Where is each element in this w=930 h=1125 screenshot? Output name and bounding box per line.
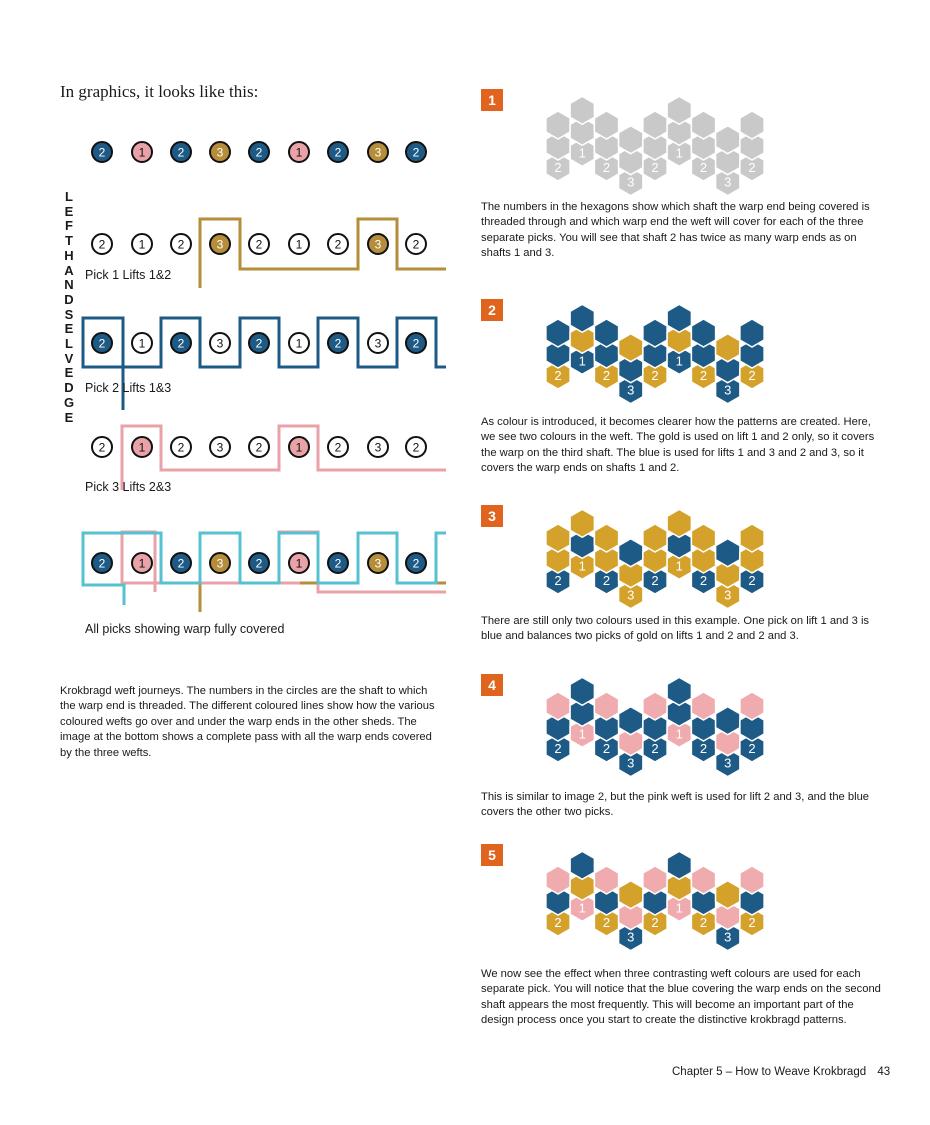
hex-shaft-label: 2 (554, 368, 562, 383)
hex-cell (546, 866, 570, 894)
hex-shaft-label: 2 (748, 915, 756, 930)
pick2-row-warp-circle (368, 333, 388, 353)
pick2-label: Pick 2 Lifts 1&3 (85, 381, 172, 395)
panel4-hexagons (530, 668, 820, 778)
hex-cell (643, 866, 667, 894)
hex-cell (546, 111, 570, 139)
hex-shaft-label: 1 (578, 726, 586, 742)
hex-cell (667, 677, 691, 705)
hex-cell (691, 111, 715, 139)
hex-shaft-label: 3 (724, 929, 732, 945)
svg-text:2: 2 (412, 145, 420, 160)
pick1-row-warp-circle (132, 234, 152, 254)
svg-text:3: 3 (374, 556, 382, 571)
pick3-row-warp-circle (406, 437, 426, 457)
hex-shaft-label: 2 (651, 160, 659, 175)
hex-cell (643, 111, 667, 139)
hex-shaft-label: 2 (748, 160, 756, 175)
hex-shaft-label: 3 (724, 174, 732, 190)
hex-shaft-label: 1 (578, 558, 586, 574)
hex-cell (546, 692, 570, 720)
hex-cell (570, 851, 594, 879)
svg-text:2: 2 (334, 440, 342, 455)
hex-shaft-label: 2 (699, 915, 708, 930)
hex-shaft-label: 1 (675, 558, 683, 574)
pick2-row-warp-circle (132, 333, 152, 353)
pick1-weft-line (200, 219, 446, 288)
svg-text:3: 3 (216, 336, 224, 351)
svg-text:2: 2 (177, 556, 185, 571)
hex-cell (691, 524, 715, 552)
hex-shaft-label: 3 (724, 587, 732, 603)
hex-shaft-label: 2 (602, 573, 611, 588)
page-heading: In graphics, it looks like this: (60, 82, 259, 101)
svg-text:2: 2 (334, 556, 342, 571)
pick1-row-warp-circle (92, 234, 112, 254)
hex-cell (570, 509, 594, 537)
hex-shaft-label: 3 (724, 755, 732, 771)
hex-shaft-label: 1 (675, 145, 683, 161)
svg-text:2: 2 (98, 336, 106, 351)
hex-cell (594, 111, 618, 139)
hex-shaft-label: 1 (578, 145, 586, 161)
svg-text:3: 3 (216, 237, 224, 252)
hex-shaft-label: 1 (675, 726, 683, 742)
pick3-row-warp-circle (92, 437, 112, 457)
hex-shaft-label: 1 (578, 353, 586, 369)
hex-shaft-label: 2 (699, 573, 708, 588)
top-row-warp-circle (92, 142, 112, 162)
hex-shaft-label: 2 (602, 741, 611, 756)
pick3-row-warp-circle (289, 437, 309, 457)
hex-shaft-label: 3 (627, 929, 635, 945)
all-picks-row-warp-circle (249, 553, 269, 573)
svg-text:2: 2 (177, 145, 185, 160)
svg-text:1: 1 (295, 336, 303, 351)
hex-cell (740, 692, 764, 720)
all-picks-label: All picks showing warp fully covered (85, 622, 285, 636)
pick1-label: Pick 1 Lifts 1&2 (85, 268, 172, 282)
svg-text:3: 3 (374, 336, 382, 351)
pick1-row-warp-circle (368, 234, 388, 254)
hex-shaft-label: 2 (602, 368, 611, 383)
panel2-hexagons (530, 295, 820, 405)
weft-journey-diagram (0, 120, 460, 640)
svg-text:2: 2 (334, 336, 342, 351)
pick2-row-warp-circle (406, 333, 426, 353)
hex-cell (667, 96, 691, 124)
left-caption: Krokbragd weft journeys. The numbers in the circles are the shaft to which the warp end is threaded. The different coloured lines show how the various coloured wefts go over and under the warp ends in the other sheds. The image at the bottom shows a complete pass with all the warp ends covered by the three wefts. (60, 685, 435, 759)
top-row-warp-circle (328, 142, 348, 162)
svg-text:2: 2 (98, 145, 106, 160)
hex-cell (594, 866, 618, 894)
panel5-text: We now see the effect when three contrasting weft colours are used for each separate pick. You will notice that the blue covering the warp ends on the second shaft appears the most frequently. This will become an important part of the design process once you start to create the distinctive krokbragd patterns. (481, 968, 881, 1027)
svg-text:2: 2 (334, 237, 342, 252)
panel5-badge: 5 (481, 844, 503, 866)
hex-shaft-label: 3 (627, 755, 635, 771)
svg-text:2: 2 (255, 336, 263, 351)
panel1-badge: 1 (481, 89, 503, 111)
all-gold-weft-line (200, 533, 446, 612)
svg-text:2: 2 (412, 336, 420, 351)
hex-cell (643, 319, 667, 347)
pick2-row-warp-circle (210, 333, 230, 353)
left-hand-selvedge-label: LEFT HAND SELVEDGE (63, 189, 75, 425)
chapter-title: Chapter 5 – How to Weave Krokbragd (672, 1066, 867, 1078)
hex-cell (740, 524, 764, 552)
hex-shaft-label: 3 (627, 174, 635, 190)
hex-cell (740, 866, 764, 894)
svg-text:3: 3 (216, 556, 224, 571)
svg-text:1: 1 (138, 237, 146, 252)
hex-shaft-label: 2 (699, 368, 708, 383)
hex-shaft-label: 2 (602, 915, 611, 930)
svg-text:1: 1 (295, 556, 303, 571)
pick3-row-warp-circle (171, 437, 191, 457)
pick2-row-warp-circle (249, 333, 269, 353)
pick3-label: Pick 3 Lifts 2&3 (85, 480, 172, 494)
hex-shaft-label: 2 (651, 573, 659, 588)
svg-text:2: 2 (177, 237, 185, 252)
hex-cell (691, 866, 715, 894)
hex-shaft-label: 3 (724, 382, 732, 398)
hex-shaft-label: 3 (627, 382, 635, 398)
top-row-warp-circle (210, 142, 230, 162)
pick2-weft-line (83, 318, 446, 410)
panel5-hexagons (530, 842, 820, 952)
hex-shaft-label: 2 (748, 573, 756, 588)
top-row-warp-circle (171, 142, 191, 162)
pick2-row-warp-circle (171, 333, 191, 353)
hex-shaft-label: 3 (627, 587, 635, 603)
svg-text:3: 3 (374, 440, 382, 455)
svg-text:3: 3 (216, 440, 224, 455)
all-picks-row-warp-circle (171, 553, 191, 573)
all-picks-row-warp-circle (210, 553, 230, 573)
svg-text:2: 2 (412, 237, 420, 252)
svg-text:1: 1 (295, 237, 303, 252)
hex-cell (619, 539, 643, 567)
hex-shaft-label: 2 (554, 741, 562, 756)
pick1-row-warp-circle (406, 234, 426, 254)
svg-text:2: 2 (255, 145, 263, 160)
hex-cell (619, 707, 643, 735)
hex-shaft-label: 2 (554, 573, 562, 588)
page-number: 43 (877, 1066, 891, 1078)
hex-shaft-label: 1 (578, 900, 586, 916)
top-row-warp-circle (132, 142, 152, 162)
svg-text:1: 1 (138, 440, 146, 455)
svg-text:1: 1 (138, 556, 146, 571)
hex-shaft-label: 2 (554, 160, 562, 175)
svg-text:2: 2 (98, 440, 106, 455)
panel3-text: There are still only two colours used in this example. One pick on lift 1 and 3 is blue and balances two picks of gold on lifts 1 and 2 and 2 and 3. (481, 615, 870, 643)
all-picks-row-warp-circle (92, 553, 112, 573)
hex-shaft-label: 2 (602, 160, 611, 175)
hex-cell (594, 524, 618, 552)
all-picks-row-warp-circle (368, 553, 388, 573)
panel3-hexagons (530, 500, 820, 610)
svg-text:3: 3 (216, 145, 224, 160)
page-footer (672, 1066, 890, 1078)
top-row-warp-circle (368, 142, 388, 162)
svg-text:1: 1 (138, 145, 146, 160)
top-row-warp-circle (249, 142, 269, 162)
pick3-row-warp-circle (132, 437, 152, 457)
svg-text:1: 1 (295, 145, 303, 160)
svg-text:2: 2 (412, 440, 420, 455)
hex-cell (667, 509, 691, 537)
hex-cell (691, 692, 715, 720)
hex-cell (619, 881, 643, 909)
hex-cell (740, 111, 764, 139)
hex-cell (716, 539, 740, 567)
pick1-row-warp-circle (328, 234, 348, 254)
pick2-row-warp-circle (289, 333, 309, 353)
svg-text:2: 2 (177, 336, 185, 351)
pick2-row-warp-circle (92, 333, 112, 353)
all-picks-row-warp-circle (406, 553, 426, 573)
svg-text:2: 2 (98, 237, 106, 252)
hex-cell (691, 319, 715, 347)
all-picks-row-warp-circle (289, 553, 309, 573)
top-row-warp-circle (406, 142, 426, 162)
hex-shaft-label: 2 (651, 915, 659, 930)
pick2-row-warp-circle (328, 333, 348, 353)
svg-text:2: 2 (255, 440, 263, 455)
hex-cell (619, 126, 643, 154)
panel1-text: The numbers in the hexagons show which shaft the warp end being covered is threaded through and which warp end the weft will cover for each of the three separate picks. You will see that shaft 2 has twice as many warp ends as on shafts 1 and 3. (481, 201, 870, 260)
pick1-row-warp-circle (289, 234, 309, 254)
svg-text:1: 1 (295, 440, 303, 455)
hex-shaft-label: 2 (748, 741, 756, 756)
panel2-text: As colour is introduced, it becomes clearer how the patterns are created. Here, we see two colours in the weft. The gold is used on lift 1 and 2 only, so it covers the warp on the third shaft. The blue is used for lifts 1 and 3 and 2 and 3, so it covers the warp ends on shafts 1 and 2. (481, 416, 875, 475)
panel1-hexagons (530, 87, 820, 197)
hex-cell (716, 334, 740, 362)
hex-cell (716, 881, 740, 909)
hex-shaft-label: 2 (699, 160, 708, 175)
svg-text:1: 1 (138, 336, 146, 351)
top-row-warp-circle (289, 142, 309, 162)
panel4-text: This is similar to image 2, but the pink weft is used for lift 2 and 3, and the blue covers the other two picks. (481, 791, 870, 819)
hex-cell (667, 304, 691, 332)
pick1-row-warp-circle (249, 234, 269, 254)
svg-text:2: 2 (412, 556, 420, 571)
hex-cell (546, 524, 570, 552)
pick1-row-warp-circle (171, 234, 191, 254)
hex-cell (594, 692, 618, 720)
hex-cell (716, 126, 740, 154)
panel4-badge: 4 (481, 674, 503, 696)
hex-shaft-label: 2 (699, 741, 708, 756)
hex-shaft-label: 1 (675, 353, 683, 369)
all-picks-row-warp-circle (132, 553, 152, 573)
pick3-row-warp-circle (249, 437, 269, 457)
svg-text:2: 2 (334, 145, 342, 160)
svg-text:2: 2 (177, 440, 185, 455)
hex-shaft-label: 2 (651, 368, 659, 383)
all-picks-row-warp-circle (328, 553, 348, 573)
pick1-row-warp-circle (210, 234, 230, 254)
hex-cell (570, 304, 594, 332)
hex-cell (643, 692, 667, 720)
hex-shaft-label: 1 (675, 900, 683, 916)
hex-cell (619, 334, 643, 362)
hex-cell (570, 677, 594, 705)
panel3-badge: 3 (481, 505, 503, 527)
hex-cell (740, 319, 764, 347)
svg-text:2: 2 (255, 556, 263, 571)
hex-cell (643, 524, 667, 552)
hex-cell (594, 319, 618, 347)
hex-cell (716, 707, 740, 735)
pick3-row-warp-circle (210, 437, 230, 457)
svg-text:3: 3 (374, 145, 382, 160)
hex-shaft-label: 2 (651, 741, 659, 756)
panel2-badge: 2 (481, 299, 503, 321)
svg-text:2: 2 (98, 556, 106, 571)
hex-cell (570, 96, 594, 124)
hex-cell (667, 851, 691, 879)
hex-shaft-label: 2 (748, 368, 756, 383)
pick3-row-warp-circle (328, 437, 348, 457)
svg-text:3: 3 (374, 237, 382, 252)
svg-text:2: 2 (255, 237, 263, 252)
hex-shaft-label: 2 (554, 915, 562, 930)
hex-cell (546, 319, 570, 347)
pick3-row-warp-circle (368, 437, 388, 457)
